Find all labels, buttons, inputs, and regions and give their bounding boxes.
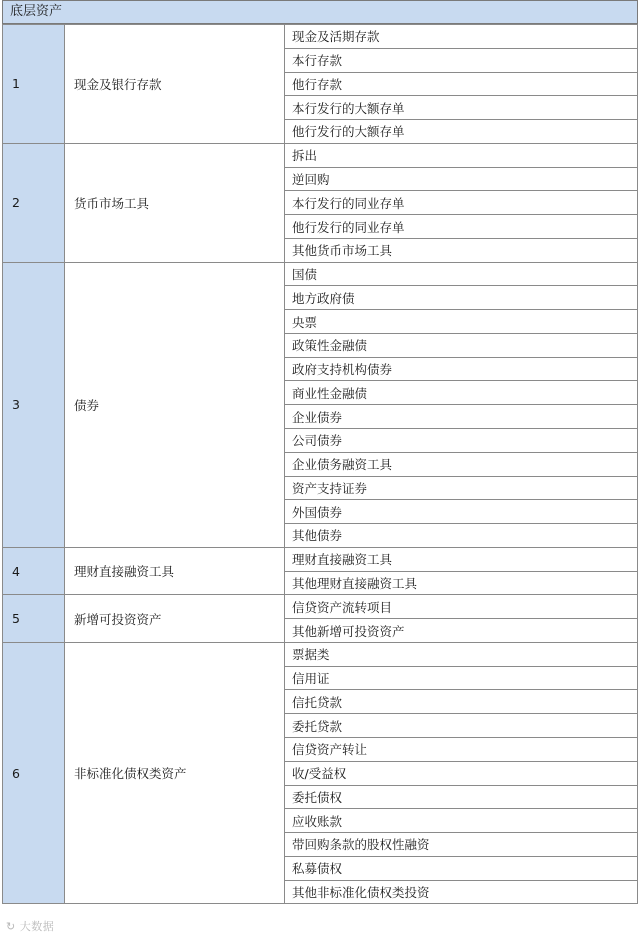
asset-table-container — [2, 0, 638, 904]
asset-item: 委托贷款 — [285, 714, 638, 738]
asset-item: 票据类 — [285, 642, 638, 666]
asset-item: 企业债券 — [285, 405, 638, 429]
asset-item: 国债 — [285, 262, 638, 286]
group-category: 货币市场工具 — [65, 143, 285, 262]
asset-item: 公司债券 — [285, 429, 638, 453]
watermark-text: 大数据 — [19, 920, 55, 933]
group-index: 5 — [3, 595, 65, 643]
asset-item: 商业性金融债 — [285, 381, 638, 405]
asset-item: 信托贷款 — [285, 690, 638, 714]
group-category: 理财直接融资工具 — [65, 547, 285, 595]
asset-item: 本行存款 — [285, 48, 638, 72]
asset-table — [2, 24, 638, 904]
asset-item: 本行发行的同业存单 — [285, 191, 638, 215]
asset-item: 拆出 — [285, 143, 638, 167]
table-header: 底层资产 — [2, 0, 638, 24]
table-row — [3, 595, 638, 619]
asset-item: 委托债权 — [285, 785, 638, 809]
group-index: 3 — [3, 262, 65, 547]
asset-item: 其他新增可投资资产 — [285, 619, 638, 643]
asset-item: 收/受益权 — [285, 761, 638, 785]
group-index: 6 — [3, 642, 65, 903]
watermark — [6, 918, 54, 934]
group-index: 1 — [3, 25, 65, 144]
table-row — [3, 143, 638, 167]
watermark-logo-icon: ↻ — [6, 920, 20, 933]
asset-item: 其他理财直接融资工具 — [285, 571, 638, 595]
table-row — [3, 262, 638, 286]
asset-item: 私募债权 — [285, 856, 638, 880]
asset-item: 其他债券 — [285, 524, 638, 548]
asset-item: 他行发行的大额存单 — [285, 120, 638, 144]
asset-item: 地方政府债 — [285, 286, 638, 310]
group-category: 现金及银行存款 — [65, 25, 285, 144]
asset-item: 企业债务融资工具 — [285, 452, 638, 476]
asset-item: 央票 — [285, 310, 638, 334]
asset-item: 信用证 — [285, 666, 638, 690]
asset-item: 外国债券 — [285, 500, 638, 524]
asset-item: 本行发行的大额存单 — [285, 96, 638, 120]
asset-item: 逆回购 — [285, 167, 638, 191]
group-index: 2 — [3, 143, 65, 262]
asset-item: 现金及活期存款 — [285, 25, 638, 49]
asset-item: 他行发行的同业存单 — [285, 215, 638, 239]
table-row — [3, 547, 638, 571]
asset-item: 信贷资产转让 — [285, 737, 638, 761]
asset-item: 政策性金融债 — [285, 333, 638, 357]
table-row — [3, 25, 638, 49]
asset-item: 其他货币市场工具 — [285, 238, 638, 262]
group-index: 4 — [3, 547, 65, 595]
asset-item: 其他非标准化债权类投资 — [285, 880, 638, 904]
group-category: 新增可投资资产 — [65, 595, 285, 643]
asset-item: 理财直接融资工具 — [285, 547, 638, 571]
asset-item: 带回购条款的股权性融资 — [285, 833, 638, 857]
group-category: 非标准化债权类资产 — [65, 642, 285, 903]
asset-item: 应收账款 — [285, 809, 638, 833]
asset-item: 资产支持证券 — [285, 476, 638, 500]
asset-item: 信贷资产流转项目 — [285, 595, 638, 619]
asset-item: 政府支持机构债券 — [285, 357, 638, 381]
group-category: 债券 — [65, 262, 285, 547]
table-row — [3, 642, 638, 666]
asset-table-body — [3, 25, 638, 904]
asset-item: 他行存款 — [285, 72, 638, 96]
